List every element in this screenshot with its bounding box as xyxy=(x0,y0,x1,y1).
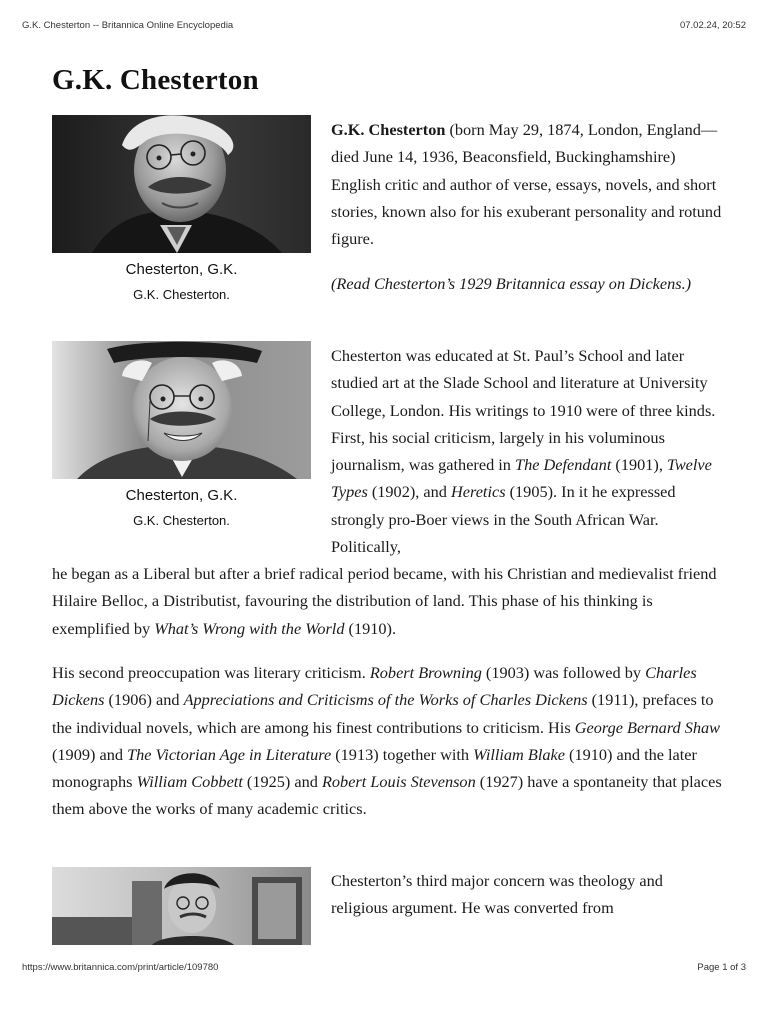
figure-subcaption: G.K. Chesterton. xyxy=(133,287,230,302)
chesterton-photo-1[interactable] xyxy=(52,115,311,253)
essay-link[interactable]: (Read Chesterton’s 1929 Britannica essay on Dickens.) xyxy=(331,274,692,293)
print-header xyxy=(22,20,746,31)
page-number: Page 1 of 3 xyxy=(697,962,746,973)
essay-link-paragraph xyxy=(331,270,723,297)
figure-portrait-2 xyxy=(52,341,311,528)
print-header-title: G.K. Chesterton -- Britannica Online Encyclopedia xyxy=(22,20,234,31)
figure-caption: Chesterton, G.K. xyxy=(125,487,238,504)
figure-portrait-3 xyxy=(52,867,311,945)
subject-name: G.K. Chesterton xyxy=(331,120,446,139)
chesterton-photo-2[interactable] xyxy=(52,341,311,479)
print-header-datetime: 07.02.24, 20:52 xyxy=(679,20,746,31)
chesterton-photo-3[interactable] xyxy=(52,867,311,945)
figure-portrait-1 xyxy=(52,115,311,302)
print-footer xyxy=(22,962,746,973)
literary-criticism-paragraph: His second preoccupation was literary criticism. Robert Browning (1903) was followed by Charles Dickens (1906) and Appreciations and Criticisms of the Works of Charles Dickens (1911), prefaces to the individual novels, which are among his finest contributions to criticism. His George Bernard Shaw (1909) and The Victorian Age in Literature (1913) together with William Blake (1910) and the later monographs William Cobbett (1925) and Robert Louis Stevenson (1927) have a spontaneity that places them above the works of many academic critics. xyxy=(52,663,722,819)
education-paragraph: Chesterton was educated at St. Paul’s School and later studied art at the Slade School and literature at University College, London. His writings to 1910 were of three kinds. First, his social criticism, largely in his voluminous journalism, was gathered in The Defendant (1901), Twelve Types (1902), and Heretics (1905). In it he expressed strongly pro-Boer views in the South African War. Politically, xyxy=(331,346,716,557)
article-title: G.K. Chesterton xyxy=(52,64,259,96)
figure-subcaption: G.K. Chesterton. xyxy=(133,513,230,528)
theology-paragraph: Chesterton’s third major concern was theology and religious argument. He was converted from xyxy=(331,871,663,918)
article-url-link[interactable]: https://www.britannica.com/print/article/109780 xyxy=(22,962,219,973)
intro-paragraph: G.K. Chesterton (born May 29, 1874, London, England—died June 14, 1936, Beaconsfield, Buckinghamshire) English critic and author of verse, essays, novels, and short stories, known also for his exuberant personality and rotund figure. xyxy=(331,120,722,249)
politics-paragraph: he began as a Liberal but after a brief radical period became, with his Christian and medievalist friend Hilaire Belloc, a Distributist, favouring the distribution of land. This phase of his thinking is exemplified by What’s Wrong with the World (1910). xyxy=(52,564,717,638)
figure-caption: Chesterton, G.K. xyxy=(125,261,238,278)
